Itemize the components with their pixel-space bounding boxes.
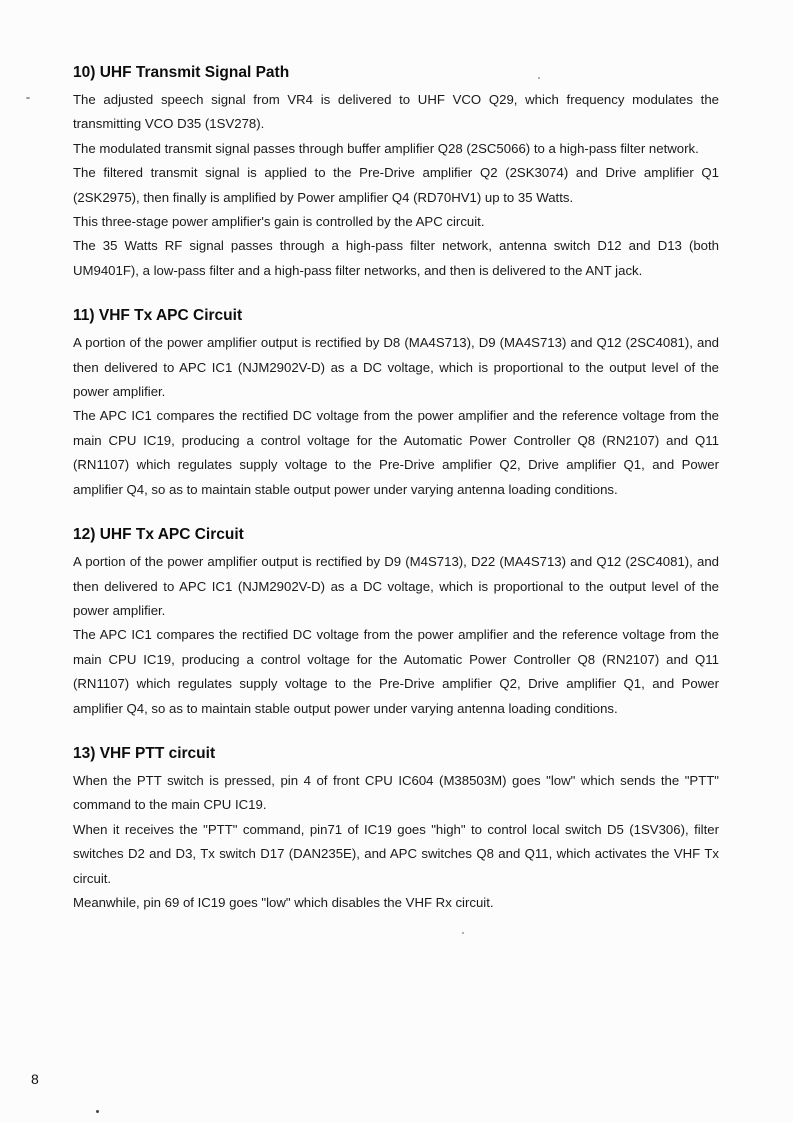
paragraph: When it receives the "PTT" command, pin71 of IC19 goes "high" to control local switch D5 (1SV306), filter switches D2 and D3, Tx switch D17 (DAN235E), and APC switches Q8 and Q11, which activates the VHF Tx circuit. [73,821,719,886]
section-uhf-transmit-signal-path [73,62,719,283]
paragraph: The 35 Watts RF signal passes through a high-pass filter network, antenna switch D12 and D13 (both UM9401F), a low-pass filter and a high-pass filter networks, and then is delivered to the ANT jack. [73,238,719,278]
paragraph: The APC IC1 compares the rectified DC voltage from the power amplifier and the reference voltage from the main CPU IC19, producing a control voltage for the Automatic Power Controller Q8 (RN2107) and Q11 (RN1107) which regulates supply voltage to the Pre-Drive amplifier Q2, Drive amplifier Q1, and Power amplifier Q4, so as to maintain stable output power under varying antenna loading conditions. [73,627,719,716]
section-vhf-ptt-circuit [73,743,719,915]
section-heading: 12) UHF Tx APC Circuit [73,526,244,544]
paragraph: A portion of the power amplifier output is rectified by D8 (MA4S713), D9 (MA4S713) and Q12 (2SC4081), and then delivered to APC IC1 (NJM2902V-D) as a DC voltage, which is proportional to the output level of the power amplifier. [73,335,719,400]
scan-speck [96,1110,99,1113]
paragraph: The APC IC1 compares the rectified DC voltage from the power amplifier and the reference voltage from the main CPU IC19, producing a control voltage for the Automatic Power Controller Q8 (RN2107) and Q11 (RN1107) which regulates supply voltage to the Pre-Drive amplifier Q2, Drive amplifier Q1, and Power amplifier Q4, so as to maintain stable output power under varying antenna loading conditions. [73,408,719,497]
section-uhf-tx-apc-circuit [73,524,719,721]
paragraph: When the PTT switch is pressed, pin 4 of front CPU IC604 (M38503M) goes "low" which sends the "PTT" command to the main CPU IC19. [73,772,719,813]
section-heading: 11) VHF Tx APC Circuit [73,307,243,325]
paragraph: The modulated transmit signal passes through buffer amplifier Q28 (2SC5066) to a high-pass filter network. [73,140,699,156]
paragraph: The adjusted speech signal from VR4 is delivered to UHF VCO Q29, which frequency modulates the transmitting VCO D35 (1SV278). [73,92,719,132]
paragraph: Meanwhile, pin 69 of IC19 goes "low" which disables the VHF Rx circuit. [73,894,494,910]
scan-speck [26,97,30,99]
section-heading: 10) UHF Transmit Signal Path [73,64,290,81]
paragraph: The filtered transmit signal is applied to the Pre-Drive amplifier Q2 (2SK3074) and Drive amplifier Q1 (2SK2975), then finally is amplified by Power amplifier Q4 (RD70HV1) up to 35 Watts. [73,165,719,205]
section-heading: 13) VHF PTT circuit [73,744,216,762]
document-body [73,62,719,937]
paragraph: A portion of the power amplifier output is rectified by D9 (M4S713), D22 (MA4S713) and Q12 (2SC4081), and then delivered to APC IC1 (NJM2902V-D) as a DC voltage, which is proportional to the output level of the power amplifier. [73,554,719,618]
paragraph: This three-stage power amplifier's gain is controlled by the APC circuit. [73,214,485,230]
page-number: 8 [31,1071,39,1087]
section-vhf-tx-apc-circuit [73,305,719,502]
